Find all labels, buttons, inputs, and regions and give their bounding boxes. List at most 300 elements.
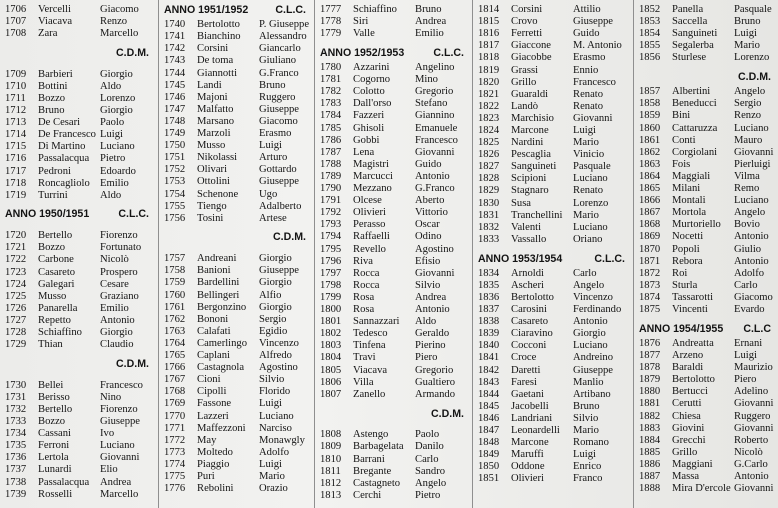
list-item <box>159 253 314 265</box>
entry-number: 1710 <box>5 81 27 92</box>
entry-surname: Valle <box>353 28 375 39</box>
entry-surname: Saccella <box>672 16 708 27</box>
entry-firstname: Guido <box>415 159 442 170</box>
entry-surname: Viacava <box>353 365 388 376</box>
entry-number: 1767 <box>164 374 186 385</box>
entry-firstname: Nicolò <box>100 254 129 265</box>
list-item <box>159 423 314 435</box>
entry-firstname: Renato <box>573 185 604 196</box>
entry-firstname: Luigi <box>259 459 282 470</box>
entry-firstname: Vinicio <box>573 149 605 160</box>
entry-number: 1706 <box>5 4 27 15</box>
entry-firstname: Francesco <box>415 135 458 146</box>
entry-surname: Casareto <box>511 316 549 327</box>
entry-surname: Di Martino <box>38 141 86 152</box>
entry-surname: Tassarotti <box>672 292 714 303</box>
entry-firstname: Emanuele <box>415 123 458 134</box>
list-item <box>0 315 157 327</box>
list-item <box>0 117 157 129</box>
entry-firstname: Luigi <box>259 398 282 409</box>
entry-firstname: Gualtiero <box>415 377 456 388</box>
list-item <box>315 147 472 159</box>
entry-number: 1758 <box>164 265 186 276</box>
entry-surname: De toma <box>197 55 234 66</box>
entry-surname: Berisso <box>38 392 70 403</box>
entry-number: 1840 <box>478 340 500 351</box>
entry-number: 1814 <box>478 4 500 15</box>
list-item <box>159 290 314 302</box>
list-item <box>159 277 314 289</box>
entry-firstname: Alfio <box>259 290 282 301</box>
section-header <box>0 208 157 220</box>
list-item <box>473 149 633 161</box>
entry-surname: Villa <box>353 377 374 388</box>
entry-firstname: Alfredo <box>259 350 292 361</box>
entry-firstname: Silvio <box>573 413 599 424</box>
entry-surname: Panella <box>672 4 704 15</box>
list-item <box>159 68 314 80</box>
list-item <box>315 292 472 304</box>
entry-number: 1732 <box>5 404 27 415</box>
entry-firstname: Alessandro <box>259 31 307 42</box>
entry-surname: Bertolotto <box>197 19 240 30</box>
entry-firstname: Pierluigi <box>734 159 771 170</box>
list-item <box>159 302 314 314</box>
entry-surname: Revello <box>353 244 386 255</box>
entry-surname: Daretti <box>511 365 541 376</box>
entry-surname: Giannotti <box>197 68 238 79</box>
list-item <box>0 81 157 93</box>
entry-surname: Giovini <box>672 423 705 434</box>
entry-surname: Pescaglia <box>511 149 552 160</box>
list-item <box>634 110 778 122</box>
entry-firstname: Luciano <box>259 411 294 422</box>
entry-number: 1855 <box>639 40 661 51</box>
list-item <box>473 16 633 28</box>
entry-surname: Nikolassi <box>197 152 238 163</box>
entry-number: 1804 <box>320 352 342 363</box>
entry-surname: Gaetani <box>511 389 544 400</box>
registry-column <box>158 0 314 508</box>
entry-surname: Grecchi <box>672 435 706 446</box>
entry-number: 1717 <box>5 166 27 177</box>
entry-firstname: Giorgio <box>100 105 133 116</box>
entry-firstname: Carlo <box>415 454 439 465</box>
entry-number: 1823 <box>478 113 500 124</box>
list-item <box>315 490 472 502</box>
entry-number: 1812 <box>320 478 342 489</box>
entry-number: 1850 <box>478 461 500 472</box>
entry-number: 1839 <box>478 328 500 339</box>
entry-firstname: Giorgio <box>100 69 133 80</box>
entry-surname: Cioni <box>197 374 221 385</box>
entry-firstname: Angelino <box>415 62 455 73</box>
entry-number: 1787 <box>320 147 342 158</box>
list-item <box>0 129 157 141</box>
list-item <box>315 195 472 207</box>
list-item <box>634 28 778 40</box>
entry-surname: Bottini <box>38 81 68 92</box>
list-item <box>473 185 633 197</box>
entry-number: 1734 <box>5 428 27 439</box>
entry-surname: Turrini <box>38 190 68 201</box>
entry-firstname: Oriano <box>573 234 603 245</box>
entry-number: 1851 <box>478 473 500 484</box>
list-item <box>473 40 633 52</box>
entry-surname: Landi <box>197 80 222 91</box>
entry-surname: Tranchellini <box>511 210 563 221</box>
list-item <box>473 173 633 185</box>
entry-surname: Bianchino <box>197 31 241 42</box>
list-item <box>634 171 778 183</box>
list-item <box>634 268 778 280</box>
list-item <box>634 98 778 110</box>
entry-firstname: Florido <box>259 386 291 397</box>
entry-firstname: Giuliano <box>259 55 297 66</box>
list-item <box>634 447 778 459</box>
list-item <box>473 340 633 352</box>
list-item <box>315 123 472 135</box>
entry-firstname: Aldo <box>100 81 122 92</box>
entry-surname: Vincenti <box>672 304 708 315</box>
entry-firstname: Adolfo <box>734 268 765 279</box>
entry-number: 1858 <box>639 98 661 109</box>
entry-surname: Bruno <box>38 105 65 116</box>
entry-firstname: Erasmo <box>259 128 292 139</box>
entry-firstname: Ruggero <box>259 92 296 103</box>
entry-number: 1806 <box>320 377 342 388</box>
entry-firstname: Giovanni <box>734 423 774 434</box>
list-item <box>473 89 633 101</box>
entry-firstname: Luciano <box>734 123 769 134</box>
list-item <box>0 16 157 28</box>
entry-firstname: Piero <box>415 352 438 363</box>
entry-firstname: Maurizio <box>734 362 773 373</box>
entry-number: 1822 <box>478 101 500 112</box>
entry-surname: Lazzeri <box>197 411 229 422</box>
entry-firstname: Angelo <box>573 280 605 291</box>
list-item <box>159 350 314 362</box>
entry-number: 1718 <box>5 178 27 189</box>
entry-surname: Maffezzoni <box>197 423 246 434</box>
entry-surname: Passalacqua <box>38 477 90 488</box>
entry-number: 1794 <box>320 231 342 242</box>
entry-number: 1793 <box>320 219 342 230</box>
entry-firstname: Giannino <box>415 110 455 121</box>
entry-surname: May <box>197 435 217 446</box>
entry-surname: Ferretti <box>511 28 543 39</box>
section-year: ANNO 1952/1953 <box>320 47 405 59</box>
list-item <box>159 80 314 92</box>
entry-number: 1880 <box>639 386 661 397</box>
entry-number: 1739 <box>5 489 27 500</box>
entry-surname: Zanello <box>353 389 386 400</box>
entry-number: 1764 <box>164 338 186 349</box>
entry-firstname: Geraldo <box>415 328 450 339</box>
list-item <box>159 459 314 471</box>
list-item <box>315 389 472 401</box>
registry-column <box>633 0 778 508</box>
section-tag: C.L.C. <box>433 47 464 59</box>
list-item <box>634 304 778 316</box>
entry-surname: Bellei <box>38 380 64 391</box>
entry-number: 1809 <box>320 441 342 452</box>
entry-number: 1849 <box>478 449 500 460</box>
entry-number: 1853 <box>639 16 661 27</box>
entry-number: 1805 <box>320 365 342 376</box>
entry-surname: Musso <box>38 291 67 302</box>
entry-firstname: Marcello <box>100 28 139 39</box>
entry-firstname: Giuseppe <box>259 104 300 115</box>
entry-surname: Bini <box>672 110 691 121</box>
entry-number: 1707 <box>5 16 27 27</box>
entry-surname: Sanguineti <box>511 161 557 172</box>
list-item <box>315 454 472 466</box>
entry-number: 1852 <box>639 4 661 15</box>
entry-surname: Vercelli <box>38 4 71 15</box>
list-item <box>159 326 314 338</box>
entry-surname: Susa <box>511 198 532 209</box>
entry-number: 1760 <box>164 290 186 301</box>
entry-firstname: Fortunato <box>100 242 142 253</box>
list-item <box>0 392 157 404</box>
entry-surname: Faresi <box>511 377 537 388</box>
entry-surname: Sanguineti <box>672 28 718 39</box>
entry-firstname: Graziano <box>100 291 139 302</box>
list-item <box>315 207 472 219</box>
list-item <box>0 339 157 351</box>
entry-number: 1766 <box>164 362 186 373</box>
list-item <box>0 4 157 16</box>
entry-surname: Bregante <box>353 466 392 477</box>
list-item <box>315 4 472 16</box>
entry-number: 1831 <box>478 210 500 221</box>
list-item <box>0 380 157 392</box>
entry-firstname: Pierino <box>415 340 446 351</box>
entry-number: 1790 <box>320 183 342 194</box>
section-year: ANNO 1951/1952 <box>164 4 249 16</box>
entry-number: 1733 <box>5 416 27 427</box>
entry-surname: De Cesari <box>38 117 81 128</box>
entry-number: 1762 <box>164 314 186 325</box>
entry-surname: Roncagliolo <box>38 178 90 189</box>
entry-number: 1826 <box>478 149 500 160</box>
entry-number: 1713 <box>5 117 27 128</box>
list-item <box>159 314 314 326</box>
entry-firstname: Giancarlo <box>259 43 301 54</box>
list-item <box>0 105 157 117</box>
entry-firstname: Egidio <box>259 326 288 337</box>
entry-firstname: Luigi <box>100 129 123 140</box>
entry-surname: Fois <box>672 159 691 170</box>
list-item <box>159 201 314 213</box>
entry-firstname: Giuseppe <box>573 16 614 27</box>
entry-surname: Azzarini <box>353 62 390 73</box>
entry-number: 1742 <box>164 43 186 54</box>
entry-firstname: Francesco <box>100 380 143 391</box>
list-item <box>0 190 157 202</box>
entry-number: 1832 <box>478 222 500 233</box>
entry-surname: Bozzo <box>38 93 66 104</box>
entry-surname: Mortola <box>672 207 707 218</box>
entry-firstname: Gregorio <box>415 86 454 97</box>
list-item <box>634 398 778 410</box>
entry-surname: Lunardi <box>38 464 72 475</box>
entry-surname: Riva <box>353 256 374 267</box>
list-item <box>473 113 633 125</box>
list-item <box>473 461 633 473</box>
entry-firstname: Giorgio <box>259 277 292 288</box>
entry-surname: Sturla <box>672 280 698 291</box>
entry-number: 1828 <box>478 173 500 184</box>
entry-number: 1877 <box>639 350 661 361</box>
entry-surname: Tosini <box>197 213 224 224</box>
entry-surname: Maruffi <box>511 449 544 460</box>
entry-number: 1726 <box>5 303 27 314</box>
list-item <box>315 86 472 98</box>
entry-surname: Montali <box>672 195 706 206</box>
entry-firstname: Agostino <box>259 362 298 373</box>
list-item <box>315 352 472 364</box>
entry-firstname: Emilio <box>100 303 129 314</box>
entry-number: 1711 <box>5 93 26 104</box>
entry-number: 1813 <box>320 490 342 501</box>
entry-surname: Guaraldi <box>511 89 549 100</box>
entry-number: 1737 <box>5 464 27 475</box>
entry-surname: Landò <box>511 101 539 112</box>
entry-surname: Magistri <box>353 159 389 170</box>
entry-surname: Croce <box>511 352 537 363</box>
entry-firstname: Gregorio <box>415 365 454 376</box>
entry-number: 1748 <box>164 116 186 127</box>
entry-number: 1735 <box>5 440 27 451</box>
entry-surname: Rocca <box>353 280 380 291</box>
entry-firstname: Manlio <box>573 377 604 388</box>
entry-firstname: Artibano <box>573 389 611 400</box>
entry-surname: Massa <box>672 471 700 482</box>
list-item <box>159 386 314 398</box>
entry-firstname: Luigi <box>573 125 596 136</box>
entry-surname: Andreani <box>197 253 237 264</box>
list-item <box>473 352 633 364</box>
entry-number: 1799 <box>320 292 342 303</box>
entry-firstname: Antonio <box>734 231 769 242</box>
entry-surname: Baraldi <box>672 362 704 373</box>
entry-firstname: Giacomo <box>734 292 773 303</box>
list-item <box>315 98 472 110</box>
entry-surname: Roi <box>672 268 688 279</box>
entry-firstname: Aberto <box>415 195 445 206</box>
entry-surname: Viacava <box>38 16 73 27</box>
entry-firstname: Ferdinando <box>573 304 622 315</box>
list-item <box>315 74 472 86</box>
entry-number: 1873 <box>639 280 661 291</box>
entry-number: 1859 <box>639 110 661 121</box>
list-item <box>315 365 472 377</box>
list-item <box>315 244 472 256</box>
entry-surname: Piaggio <box>197 459 230 470</box>
entry-firstname: Renzo <box>734 110 762 121</box>
list-item <box>0 141 157 153</box>
entry-number: 1841 <box>478 352 500 363</box>
entry-number: 1854 <box>639 28 661 39</box>
list-item <box>473 137 633 149</box>
entry-number: 1842 <box>478 365 500 376</box>
entry-number: 1887 <box>639 471 661 482</box>
entry-number: 1866 <box>639 195 661 206</box>
list-item <box>159 116 314 128</box>
entry-firstname: G.Franco <box>415 183 455 194</box>
entry-surname: Milani <box>672 183 701 194</box>
entry-surname: Ferroni <box>38 440 70 451</box>
entry-surname: Albertini <box>672 86 711 97</box>
entry-number: 1816 <box>478 28 500 39</box>
list-item <box>634 362 778 374</box>
list-item <box>634 231 778 243</box>
entry-surname: Bertucci <box>672 386 708 397</box>
entry-firstname: Giuseppe <box>573 365 614 376</box>
entry-number: 1750 <box>164 140 186 151</box>
entry-firstname: Giovanni <box>415 147 455 158</box>
entry-firstname: Arturo <box>259 152 288 163</box>
list-item <box>315 219 472 231</box>
entry-firstname: Ennio <box>573 65 599 76</box>
entry-surname: Galegari <box>38 279 75 290</box>
entry-surname: Gobbi <box>353 135 380 146</box>
list-item <box>159 164 314 176</box>
list-item <box>634 219 778 231</box>
list-item <box>473 234 633 246</box>
entry-surname: Scipioni <box>511 173 547 184</box>
entry-number: 1774 <box>164 459 186 470</box>
entry-surname: Grillo <box>511 77 537 88</box>
entry-firstname: Giuseppe <box>259 265 300 276</box>
entry-number: 1860 <box>639 123 661 134</box>
entry-surname: Maggiali <box>672 171 711 182</box>
entry-number: 1864 <box>639 171 661 182</box>
entry-surname: Mezzano <box>353 183 392 194</box>
list-item <box>0 93 157 105</box>
entry-firstname: Mauro <box>734 135 763 146</box>
entry-surname: Malfatto <box>197 104 234 115</box>
entry-firstname: Giovanni <box>100 452 140 463</box>
entry-firstname: Andrea <box>100 477 132 488</box>
list-item <box>473 449 633 461</box>
entry-firstname: Luciano <box>573 340 608 351</box>
entry-number: 1751 <box>164 152 186 163</box>
entry-firstname: Vilma <box>734 171 760 182</box>
entry-firstname: Giovanni <box>573 113 613 124</box>
list-item <box>473 268 633 280</box>
entry-firstname: Artese <box>259 213 287 224</box>
list-item <box>473 222 633 234</box>
entry-surname: Perasso <box>353 219 386 230</box>
entry-number: 1722 <box>5 254 27 265</box>
entry-firstname: Giovanni <box>734 147 774 158</box>
entry-firstname: Aldo <box>100 190 122 201</box>
entry-firstname: Bruno <box>259 80 286 91</box>
list-item <box>473 377 633 389</box>
list-item <box>159 362 314 374</box>
entry-surname: Murtoriello <box>672 219 721 230</box>
entry-firstname: Vincenzo <box>259 338 299 349</box>
entry-surname: Carosini <box>511 304 547 315</box>
list-item <box>634 423 778 435</box>
entry-surname: Bergonzino <box>197 302 247 313</box>
entry-firstname: Enrico <box>573 461 602 472</box>
entry-surname: Lena <box>353 147 375 158</box>
entry-firstname: Emilio <box>415 28 444 39</box>
